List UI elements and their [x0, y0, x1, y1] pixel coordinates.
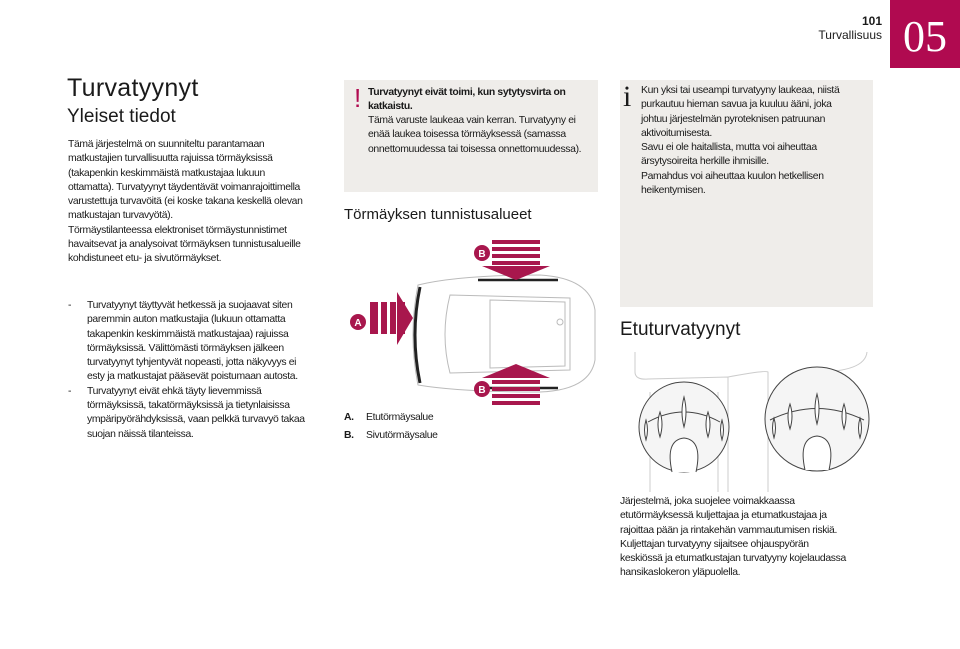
list-item	[68, 385, 328, 442]
legend-label: Etutörmäysalue	[366, 412, 434, 423]
warning-title: Turvatyynyt eivät toimi, kun sytytysvirta on katkaistu.	[368, 87, 566, 113]
legend-key: B.	[344, 430, 354, 442]
front-airbags-heading: Etuturvatyynyt	[620, 319, 741, 340]
bullet-marker: -	[68, 300, 72, 311]
legend-key: A.	[344, 412, 354, 423]
bullet-marker: -	[68, 385, 72, 397]
detection-zones-heading: Törmäyksen tunnistusalueet	[344, 206, 532, 223]
crash-zones-figure	[340, 230, 600, 410]
arrow-a	[370, 292, 413, 345]
chapter-tab: 05	[890, 0, 960, 68]
section-title: Yleiset tiedot	[67, 106, 176, 127]
info-text: Kun yksi tai useampi turvatyyny laukeaa, niistä purkautuu hieman savua ja kuuluu ääni, joka johtuu järjestelmän pyroteknisen patruunan aktivoitumisesta. Savu ei ole haitallista, mutta voi aiheuttaa ärsytysoireita herkille ihmisille. Pamahdus voi aiheuttaa kuulon hetkellisen heikentymisen.	[641, 85, 840, 197]
driver-airbag	[639, 382, 729, 472]
bullet-text: Turvatyynyt täyttyvät hetkessä ja suojaavat siten paremmin auton matkustajia (lukuun ottamatta takapenkin keskimmäistä matkustajaa) rajuissa törmäyksissä. Välittömästi törmäyksen jälkeen turvatyynyt tyhjentyvät nopeasti, jotta näkyvyys ei esty ja matkustajat pääsevät poistumaan autosta.	[87, 300, 298, 383]
info-icon: i	[623, 80, 632, 113]
figure-legend	[344, 411, 438, 444]
label-a: A	[354, 318, 362, 329]
arrow-b-top	[482, 240, 550, 280]
warning-box	[344, 80, 598, 192]
passenger-airbag	[765, 367, 869, 471]
page-title: Turvatyynyt	[67, 74, 199, 102]
warning-text: Tämä varuste laukeaa vain kerran. Turvatyyny ei enää laukea toisessa törmäyksessä (samassa onnettomuudessa tai toisessa onnettomuudessa).	[368, 115, 582, 155]
label-b-top: B	[478, 249, 486, 260]
list-item	[68, 299, 328, 385]
bullet-list	[68, 299, 328, 442]
section-name: Turvallisuus	[818, 28, 882, 42]
intro-text: Tämä järjestelmä on suunniteltu parantamaan matkustajien turvallisuutta rajuissa törmäyksissä (takapenkin keskimmäistä matkustajaa lukuun ottamatta). Turvatyynyt täydentävät voimanrajoittimella varustettuja turvavöitä (ei koske takana keskellä olevan matkustajan turvavyötä). Törmäystilanteessa elektroniset törmäystunnistimet havaitsevat ja analysoivat törmäyksen tunnistusalueille kohdistuneet etu- ja sivutörmäykset.	[68, 139, 303, 265]
legend-item	[344, 411, 438, 425]
legend-item	[344, 429, 438, 443]
info-box	[620, 80, 873, 307]
front-airbags-figure	[620, 352, 872, 492]
page-number: 101	[861, 14, 882, 28]
bullet-text: Turvatyynyt eivät ehkä täyty lievemmissä törmäyksissä, takatörmäyksissä ja tietynlaisissa ympäripyörähdyksissä, vaan pelkkä turvavyö takaa suojan näissä tilanteissa.	[87, 385, 305, 440]
front-airbags-text: Järjestelmä, joka suojelee voimakkaassa etutörmäyksessä kuljettajaa ja etumatkustajaa ja rajoittaa pään ja rintakehän vammautumisen riskiä. Kuljettajan turvatyyny sijaitsee ohjauspyörän keskiössä ja etumatkustajan turvatyyny kojelaudassa hansikaslokeron yläpuolella.	[620, 496, 846, 579]
legend-label: Sivutörmäysalue	[366, 430, 438, 442]
exclamation-icon: !	[354, 83, 362, 113]
label-b-bottom: B	[478, 385, 486, 396]
